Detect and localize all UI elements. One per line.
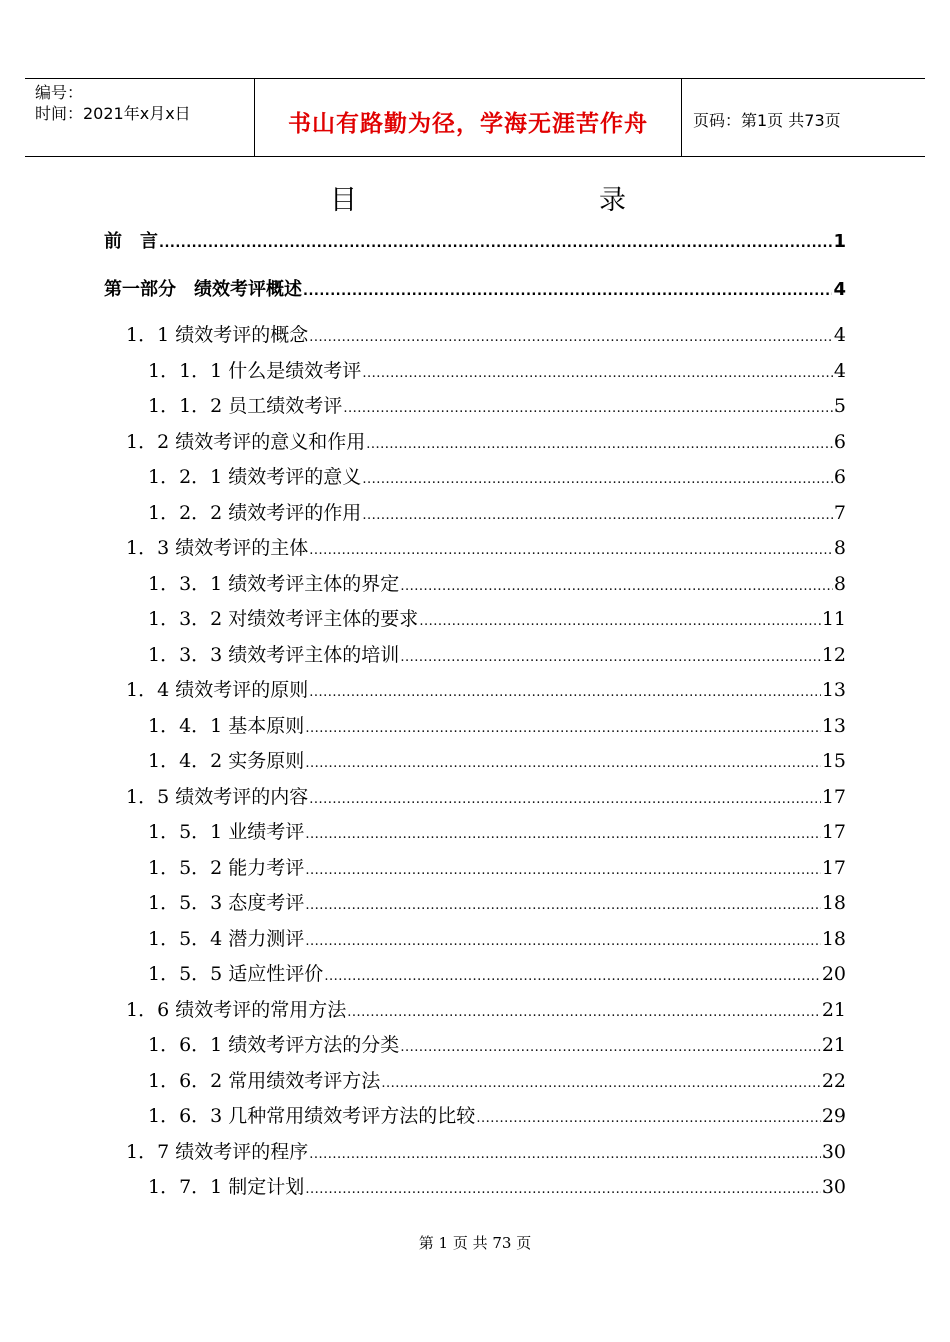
toc-entry-page: 17 [821, 786, 846, 808]
toc-entry-page: 6 [833, 466, 846, 488]
toc-entry-label: 1．5．3 态度考评 [148, 892, 305, 914]
toc-title-char-2: 录 [599, 185, 626, 216]
toc-leader-dots [362, 467, 833, 493]
toc-entry-page: 6 [833, 431, 846, 453]
toc-leader-dots [400, 1035, 821, 1061]
toc-entry-page: 7 [833, 502, 846, 524]
toc-entry-page: 4 [833, 324, 846, 346]
document-time-label: 时间：2021年x月x日 [35, 104, 191, 123]
toc-entry-page: 20 [821, 963, 846, 985]
toc-entry-1-5-3[interactable] [148, 890, 846, 919]
toc-entry-label: 1．4．2 实务原则 [148, 750, 305, 772]
toc-entry-label: 1．6．1 绩效考评方法的分类 [148, 1034, 400, 1056]
toc-entry-1-6-3[interactable] [148, 1103, 846, 1132]
toc-leader-dots [309, 680, 821, 706]
toc-entry-page: 8 [833, 537, 846, 559]
toc-entry-label: 1．3．1 绩效考评主体的界定 [148, 573, 400, 595]
toc-entry-page: 30 [821, 1176, 846, 1198]
toc-entry-1-1-2[interactable] [148, 393, 846, 422]
header-meta-cell [25, 79, 253, 156]
toc-entry-1-3-2[interactable] [148, 606, 846, 635]
toc-entry-label: 1．3．2 对绩效考评主体的要求 [148, 608, 419, 630]
toc-entry-1-4-1[interactable] [148, 713, 846, 742]
toc-entry-page: 11 [821, 608, 846, 630]
toc-leader-dots [305, 822, 821, 848]
toc-leader-dots [419, 609, 821, 635]
toc-entry-label: 1．5．1 业绩考评 [148, 821, 305, 843]
toc-entry-page: 21 [821, 1034, 846, 1056]
header-page-cell [681, 79, 925, 156]
toc-entry-page: 30 [821, 1141, 846, 1163]
toc-entry-1-6-1[interactable] [148, 1032, 846, 1061]
toc-entry-1-3[interactable] [126, 535, 846, 564]
toc-entry-label: 1．5．4 潜力测评 [148, 928, 305, 950]
toc-entry-1-5-1[interactable] [148, 819, 846, 848]
toc-leader-dots [362, 503, 833, 529]
header-motto-cell [254, 79, 682, 156]
toc-leader-dots [366, 432, 833, 458]
toc-entry-1-2[interactable] [126, 429, 846, 458]
toc-entry-label: 1．5．2 能力考评 [148, 857, 305, 879]
toc-entry-label: 1．5 绩效考评的内容 [126, 786, 309, 808]
toc-entry-label: 1．3 绩效考评的主体 [126, 537, 309, 559]
toc-entry-page: 22 [821, 1070, 846, 1092]
toc-entry-page: 18 [821, 928, 846, 950]
toc-entry-page: 8 [833, 573, 846, 595]
toc-leader-dots [381, 1071, 821, 1097]
toc-leader-dots [305, 751, 821, 777]
toc-leader-dots [347, 1000, 821, 1026]
toc-entry-page: 5 [833, 395, 846, 417]
header-page-info: 页码：第1页 共73页 [693, 111, 841, 130]
toc-leader-dots [324, 964, 821, 990]
toc-entry-label: 1．1 绩效考评的概念 [126, 324, 309, 346]
toc-entry-page: 18 [821, 892, 846, 914]
toc-entry-page: 17 [821, 821, 846, 843]
toc-entry-label: 1．7．1 制定计划 [148, 1176, 305, 1198]
toc-entry-1-5-5[interactable] [148, 961, 846, 990]
toc-entry-label: 第一部分 绩效考评概述 [104, 279, 302, 300]
toc-leader-dots [305, 716, 821, 742]
toc-entry-page: 13 [821, 679, 846, 701]
toc-entry-1-4[interactable] [126, 677, 846, 706]
toc-entry-label: 前 言 [104, 231, 158, 252]
toc-entry-1-2-2[interactable] [148, 500, 846, 529]
toc-entry-page: 13 [821, 715, 846, 737]
toc-entry-page: 17 [821, 857, 846, 879]
toc-leader-dots [305, 1177, 821, 1203]
toc-leader-dots [309, 1142, 821, 1168]
toc-entry-1-3-1[interactable] [148, 571, 846, 600]
toc-entry-label: 1．6 绩效考评的常用方法 [126, 999, 347, 1021]
toc-entry-page: 29 [821, 1105, 846, 1127]
toc-entry-1-7[interactable] [126, 1139, 846, 1168]
toc-entry-label: 1．4 绩效考评的原则 [126, 679, 309, 701]
toc-title-char-1: 目 [330, 185, 357, 216]
toc-leader-dots [305, 893, 821, 919]
toc-entry-label: 1．7 绩效考评的程序 [126, 1141, 309, 1163]
toc-entry-label: 1．5．5 适应性评价 [148, 963, 324, 985]
toc-leader-dots [159, 231, 832, 257]
toc-leader-dots [303, 279, 832, 305]
toc-entry-preface[interactable] [104, 229, 846, 257]
document-number-label: 编号： [35, 83, 84, 102]
toc-entry-1-4-2[interactable] [148, 748, 846, 777]
toc-entry-page: 4 [833, 279, 846, 300]
header-motto: 书山有路勤为径，学海无涯苦作舟 [288, 111, 648, 137]
toc-leader-dots [343, 396, 833, 422]
toc-entry-page: 1 [833, 231, 846, 252]
toc-entry-1-6[interactable] [126, 997, 846, 1026]
page-footer: 第 1 页 共 73 页 [418, 1234, 532, 1252]
page-header [25, 78, 925, 157]
toc-entry-label: 1．6．2 常用绩效考评方法 [148, 1070, 381, 1092]
toc-entry-1-1-1[interactable] [148, 358, 846, 387]
toc-leader-dots [362, 361, 833, 387]
toc-entry-page: 21 [821, 999, 846, 1021]
toc-leader-dots [305, 858, 821, 884]
toc-title [330, 178, 626, 218]
toc-leader-dots [476, 1106, 821, 1132]
toc-entry-page: 15 [821, 750, 846, 772]
toc-leader-dots [400, 574, 833, 600]
toc-entry-label: 1．2 绩效考评的意义和作用 [126, 431, 366, 453]
toc-entry-1-7-1[interactable] [148, 1174, 846, 1203]
toc-entry-1-3-3[interactable] [148, 642, 846, 671]
toc-entry-1-5-4[interactable] [148, 926, 846, 955]
toc-leader-dots [305, 929, 821, 955]
toc-entry-1-5[interactable] [126, 784, 846, 813]
toc-entry-label: 1．4．1 基本原则 [148, 715, 305, 737]
toc-entry-page: 4 [833, 360, 846, 382]
toc-leader-dots [400, 645, 821, 671]
toc-entry-1-1[interactable] [126, 322, 846, 351]
toc-leader-dots [309, 325, 833, 351]
toc-entry-label: 1．3．3 绩效考评主体的培训 [148, 644, 400, 666]
toc-leader-dots [309, 538, 833, 564]
toc-entry-1-6-2[interactable] [148, 1068, 846, 1097]
toc-entry-1-2-1[interactable] [148, 464, 846, 493]
toc-leader-dots [309, 787, 821, 813]
toc-entry-page: 12 [821, 644, 846, 666]
toc-entry-label: 1．6．3 几种常用绩效考评方法的比较 [148, 1105, 476, 1127]
toc-entry-label: 1．2．1 绩效考评的意义 [148, 466, 362, 488]
toc-entry-label: 1．1．1 什么是绩效考评 [148, 360, 362, 382]
toc-entry-label: 1．1．2 员工绩效考评 [148, 395, 343, 417]
toc-entry-part-1[interactable] [104, 277, 846, 305]
toc-entry-label: 1．2．2 绩效考评的作用 [148, 502, 362, 524]
toc-entry-1-5-2[interactable] [148, 855, 846, 884]
